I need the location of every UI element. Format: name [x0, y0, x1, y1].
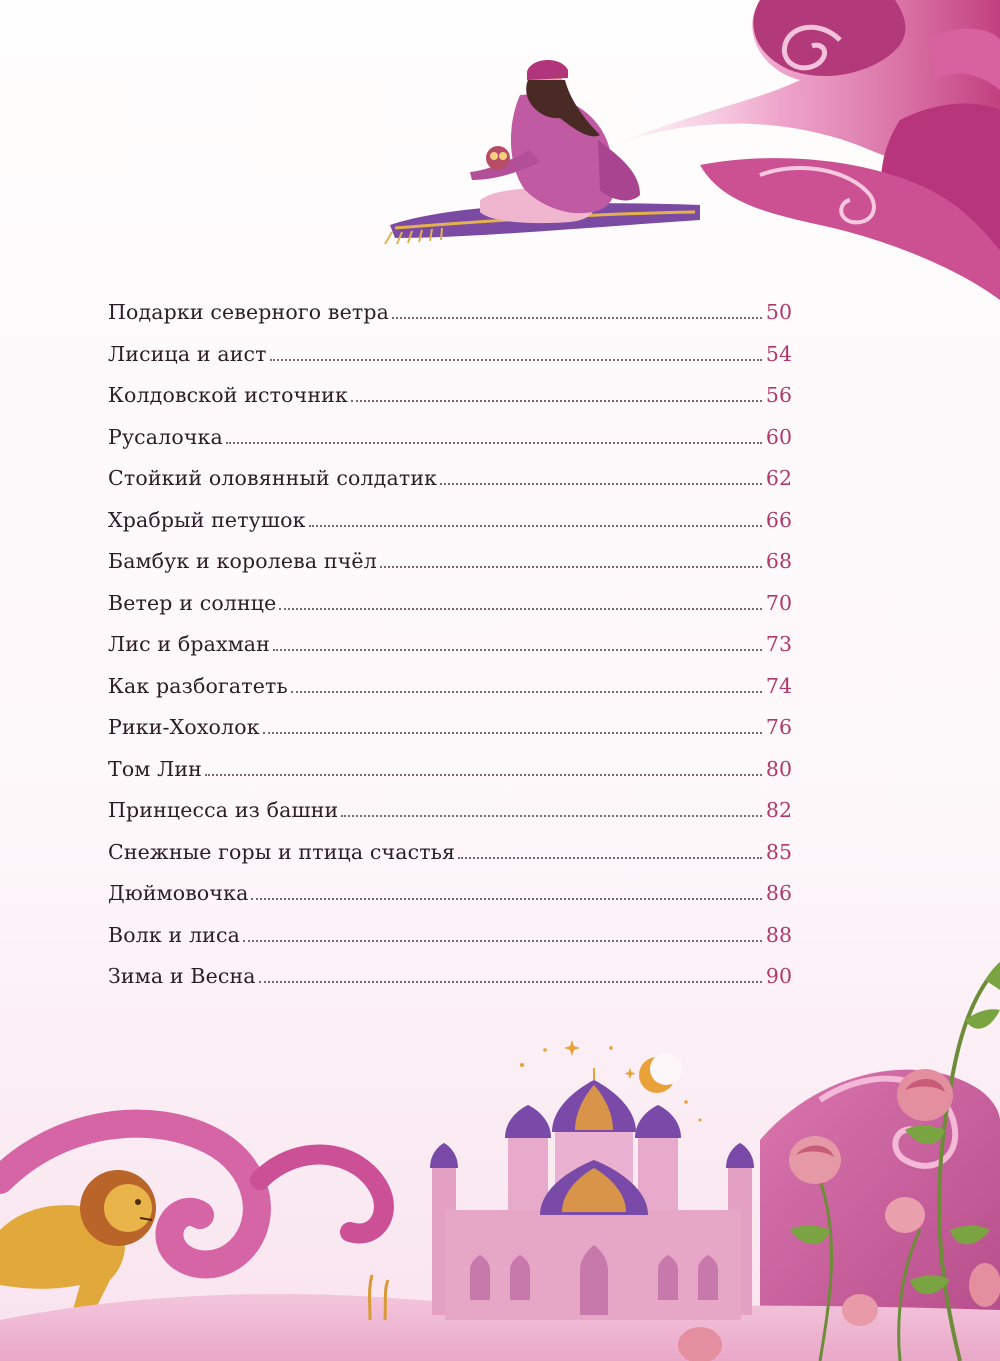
toc-dot-leader	[351, 400, 762, 402]
toc-page-number: 90	[765, 964, 792, 988]
toc-entry-title: Дюймовочка	[108, 881, 249, 905]
toc-entry-title: Храбрый петушок	[108, 507, 306, 532]
toc-entry[interactable]	[108, 757, 792, 799]
toc-dot-leader	[291, 691, 762, 693]
toc-dot-leader	[309, 525, 762, 527]
lion	[0, 1170, 156, 1320]
toc-page-number: 85	[765, 839, 792, 864]
toc-entry-title: Русалочка	[108, 424, 223, 449]
toc-entry[interactable]	[108, 549, 792, 591]
toc-entry-title: Рики-Хохолок	[108, 715, 260, 739]
toc-entry[interactable]	[108, 840, 792, 882]
toc-page-number: 74	[765, 673, 792, 698]
toc-page-number: 60	[765, 424, 792, 449]
toc-entry[interactable]	[108, 881, 792, 923]
toc-page-number: 80	[765, 756, 792, 781]
toc-entry[interactable]	[108, 508, 792, 550]
toc-dot-leader	[458, 857, 762, 859]
toc-dot-leader	[279, 608, 761, 610]
toc-dot-leader	[263, 732, 762, 734]
toc-entry[interactable]	[108, 425, 792, 467]
table-of-contents	[108, 300, 792, 1006]
toc-dot-leader	[380, 566, 762, 568]
toc-entry[interactable]	[108, 591, 792, 633]
toc-dot-leader	[226, 442, 762, 444]
toc-dot-leader	[259, 981, 762, 983]
toc-dot-leader	[440, 483, 762, 485]
toc-dot-leader	[392, 317, 762, 319]
crescent-moon-icon	[639, 1053, 682, 1093]
toc-page-number: 62	[765, 466, 792, 490]
toc-entry-title: Как разбогатеть	[108, 673, 288, 698]
toc-page-number: 70	[765, 590, 792, 615]
toc-entry[interactable]	[108, 923, 792, 965]
toc-entry-title: Принцесса из башни	[108, 798, 339, 822]
toc-dot-leader	[341, 815, 762, 817]
toc-entry-title: Снежные горы и птица счастья	[108, 839, 456, 864]
toc-page-number: 68	[765, 549, 792, 573]
toc-entry[interactable]	[108, 383, 792, 425]
toc-entry[interactable]	[108, 342, 792, 384]
toc-entry-title: Лисица и аист	[108, 341, 267, 366]
toc-dot-leader	[243, 940, 762, 942]
toc-entry-title: Зима и Весна	[108, 964, 256, 988]
palace	[370, 1040, 755, 1320]
toc-page-number: 54	[765, 341, 792, 366]
toc-dot-leader	[270, 359, 762, 361]
toc-page-number: 66	[765, 507, 792, 532]
toc-entry-title: Волк и лиса	[108, 922, 240, 947]
toc-entry[interactable]	[108, 300, 792, 342]
toc-page-number: 88	[765, 922, 792, 947]
top-swirl-smoke	[600, 0, 1000, 300]
toc-page-number: 76	[765, 715, 792, 739]
toc-entry-title: Лис и брахман	[108, 632, 270, 656]
toc-page-number: 56	[765, 383, 792, 407]
toc-entry-title: Стойкий оловянный солдатик	[108, 466, 438, 490]
toc-entry-title: Бамбук и королева пчёл	[108, 549, 377, 573]
toc-page-number: 73	[765, 632, 792, 656]
toc-dot-leader	[251, 898, 761, 900]
toc-entry-title: Том Лин	[108, 756, 202, 781]
toc-entry[interactable]	[108, 964, 792, 1006]
toc-entry[interactable]	[108, 674, 792, 716]
toc-page-number: 82	[765, 798, 792, 822]
toc-page-number: 50	[765, 300, 792, 324]
toc-page-number: 86	[765, 881, 792, 905]
toc-dot-leader	[273, 649, 762, 651]
toc-entry[interactable]	[108, 632, 792, 674]
toc-entry-title: Подарки северного ветра	[108, 300, 390, 324]
toc-entry-title: Колдовской источник	[108, 383, 348, 407]
toc-entry[interactable]	[108, 715, 792, 757]
toc-dot-leader	[205, 774, 762, 776]
toc-entry[interactable]	[108, 798, 792, 840]
boy-on-flying-carpet	[385, 60, 700, 244]
toc-entry-title: Ветер и солнце	[108, 590, 277, 615]
toc-entry[interactable]	[108, 466, 792, 508]
